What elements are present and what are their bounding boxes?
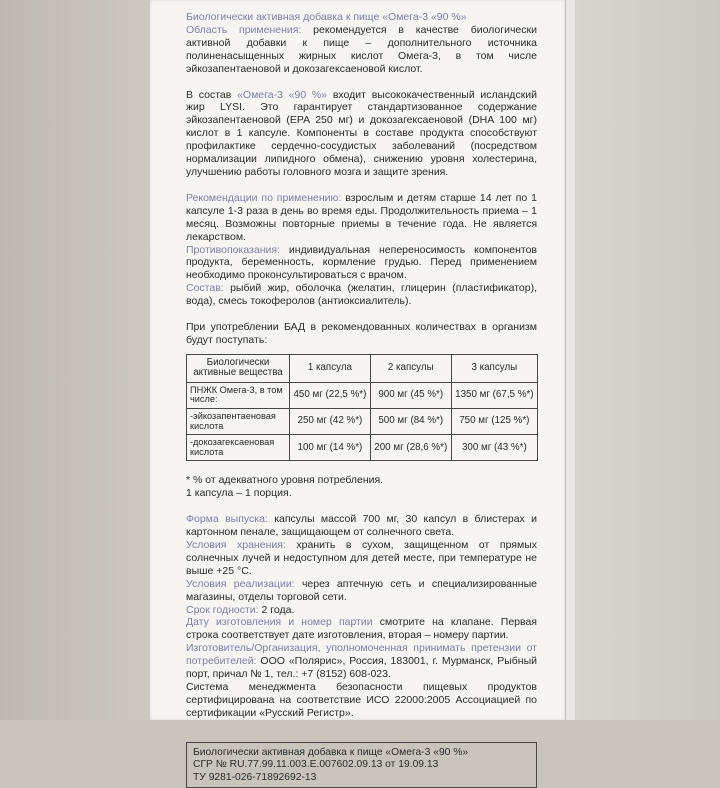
storage-text: хранить в сухом, защищенном от прямых солнечных лучей и недоступном для детей месте, при температуре не выше +25 °С. xyxy=(186,539,538,577)
table-cell: -эйкозапентаеновая кислота xyxy=(187,409,290,435)
portion-note: 1 капсула – 1 порция. xyxy=(186,487,292,500)
registration-line3: ТУ 9281-026-71892692-13 xyxy=(193,771,317,783)
batch-text: смотрите на клапане. Первая строка соответствует дате изготовления, вторая – номеру партии. xyxy=(186,616,537,642)
shelf-life-text: 2 года. xyxy=(258,603,295,616)
form-paragraph xyxy=(186,513,537,539)
table-cell: 450 мг (22,5 %*) xyxy=(290,382,371,408)
table-cell: 100 мг (14 %*) xyxy=(290,435,371,461)
intake-intro: При употреблении БАД в рекомендованных количествах в организм будут поступать: xyxy=(186,321,537,346)
table-cell: 250 мг (42 %*) xyxy=(290,409,371,435)
table-cell: 1350 мг (67,5 %*) xyxy=(451,382,537,408)
table-header-row xyxy=(187,354,538,382)
table-header-cell: Биологически активные вещества xyxy=(187,354,290,382)
contraindications-text: индивидуальная непереносимость компонентов продукта, беременность, кормление грудью. Перед применением необходимо проконсультироваться с врачом. xyxy=(186,243,537,282)
table-row xyxy=(187,382,538,408)
footnote: * % от адекватного уровня потребления. xyxy=(186,474,384,487)
label-content xyxy=(186,11,537,788)
usage-paragraph xyxy=(186,192,537,244)
application-label: Область применения: xyxy=(186,23,302,36)
batch-paragraph xyxy=(186,616,537,642)
registration-line2: СГР № RU.77.99.11.003.Е.007602.09.13 от 19.09.13 xyxy=(193,759,439,771)
background-right xyxy=(572,0,720,720)
certification-paragraph: Система менеджмента безопасности пищевых продуктов сертифицирована на соответствие ИСО 22000:2005 Ассоциацией по сертификации «Русский Регистр». xyxy=(186,681,537,719)
batch-label: Дату изготовления и номер партии xyxy=(186,616,373,629)
table-cell: 500 мг (84 %*) xyxy=(370,409,451,435)
table-header-cell: 2 капсулы xyxy=(370,354,451,382)
ingredients-label: Состав: xyxy=(186,282,224,295)
manufacturer-paragraph xyxy=(186,642,537,681)
usage-text: взрослым и детям старше 14 лет по 1 капсуле 1-3 раза в день во время еды. Продолжительность приема – 1 месяц. Возможны повторные приемы в течение года. Не является лекарством. xyxy=(186,191,537,243)
package-panel xyxy=(150,0,565,783)
sale-label: Условия реализации: xyxy=(186,577,295,590)
shelf-life-label: Срок годности: xyxy=(186,603,259,616)
contraindications-paragraph xyxy=(186,244,537,283)
usage-label: Рекомендации по применению: xyxy=(186,191,342,204)
storage-label: Условия хранения: xyxy=(186,539,286,552)
ingredients-paragraph xyxy=(186,282,537,308)
application-text: рекомендуется в качестве биологически активной добавки к пище – дополнительного источника полиненасыщенных жирных кислот Омега-3, в том числе эйкозапентаеновой и докозагексаеновой кислот. xyxy=(186,23,537,75)
table-cell: -докозагексаеновая кислота xyxy=(187,435,290,461)
registration-box xyxy=(186,742,537,788)
header-title: Биологически активная добавка к пище «Омега-3 «90 %» xyxy=(186,11,467,23)
composition-paragraph xyxy=(186,89,537,179)
application-paragraph xyxy=(186,24,537,76)
sale-paragraph xyxy=(186,578,537,604)
table-cell: 300 мг (43 %*) xyxy=(451,435,537,461)
contraindications-label: Противопоказания: xyxy=(186,243,280,256)
manufacturer-text: ООО «Полярис», Россия, 183001, г. Мурманск, Рыбный порт, причал № 1, тел.: +7 (8152) 608-023. xyxy=(186,655,537,681)
table-cell: 900 мг (45 %*) xyxy=(370,382,451,408)
table-header-cell: 1 капсула xyxy=(290,354,371,382)
ingredients-text: рыбий жир, оболочка (желатин, глицерин (пластификатор), вода), смесь токоферолов (антиоксиалитель). xyxy=(186,282,537,308)
shelf-life-paragraph xyxy=(186,604,537,617)
form-text: капсулы массой 700 мг, 30 капсул в блистерах и картонном пенале, защищающем от солнечного света. xyxy=(186,513,537,539)
composition-part1: В состав xyxy=(186,88,238,101)
composition-product: «Омега-3 «90 %» xyxy=(237,88,328,101)
table-header-cell: 3 капсулы xyxy=(451,354,537,382)
composition-part2: входит высококачественный исландский жир LYSI. Это гарантирует стандартизованное содержание эйкозапентаеновой (EPA 250 мг) и докозагексаеновой (DHA 100 мг) кислот в 1 капсуле. Компоненты в составе продукта способствуют профилактике сердечно-сосудистых заболеваний (посредством нормализации липидного обмена), снижению уровня холестерина, улучшению работы головного мозга и защите зрения. xyxy=(186,88,538,178)
nutrient-table xyxy=(186,354,538,462)
storage-paragraph xyxy=(186,539,537,578)
package-fold-edge xyxy=(565,0,575,720)
manufacturer-label: Изготовитель/Организация, уполномоченная принимать претензии от потребителей: xyxy=(186,642,537,668)
background-left xyxy=(0,0,150,720)
table-cell: ПНЖК Омега-3, в том числе: xyxy=(187,382,290,408)
registration-line1: Биологически активная добавка к пище «Омега-3 «90 %» xyxy=(193,746,469,758)
table-cell: 200 мг (28,6 %*) xyxy=(370,435,451,461)
table-row xyxy=(187,435,538,461)
table-cell: 750 мг (125 %*) xyxy=(451,409,537,435)
form-label: Форма выпуска: xyxy=(186,513,268,526)
table-row xyxy=(187,409,538,435)
sale-text: через аптечную сеть и специализированные магазины, отделы торговой сети. xyxy=(186,577,537,603)
